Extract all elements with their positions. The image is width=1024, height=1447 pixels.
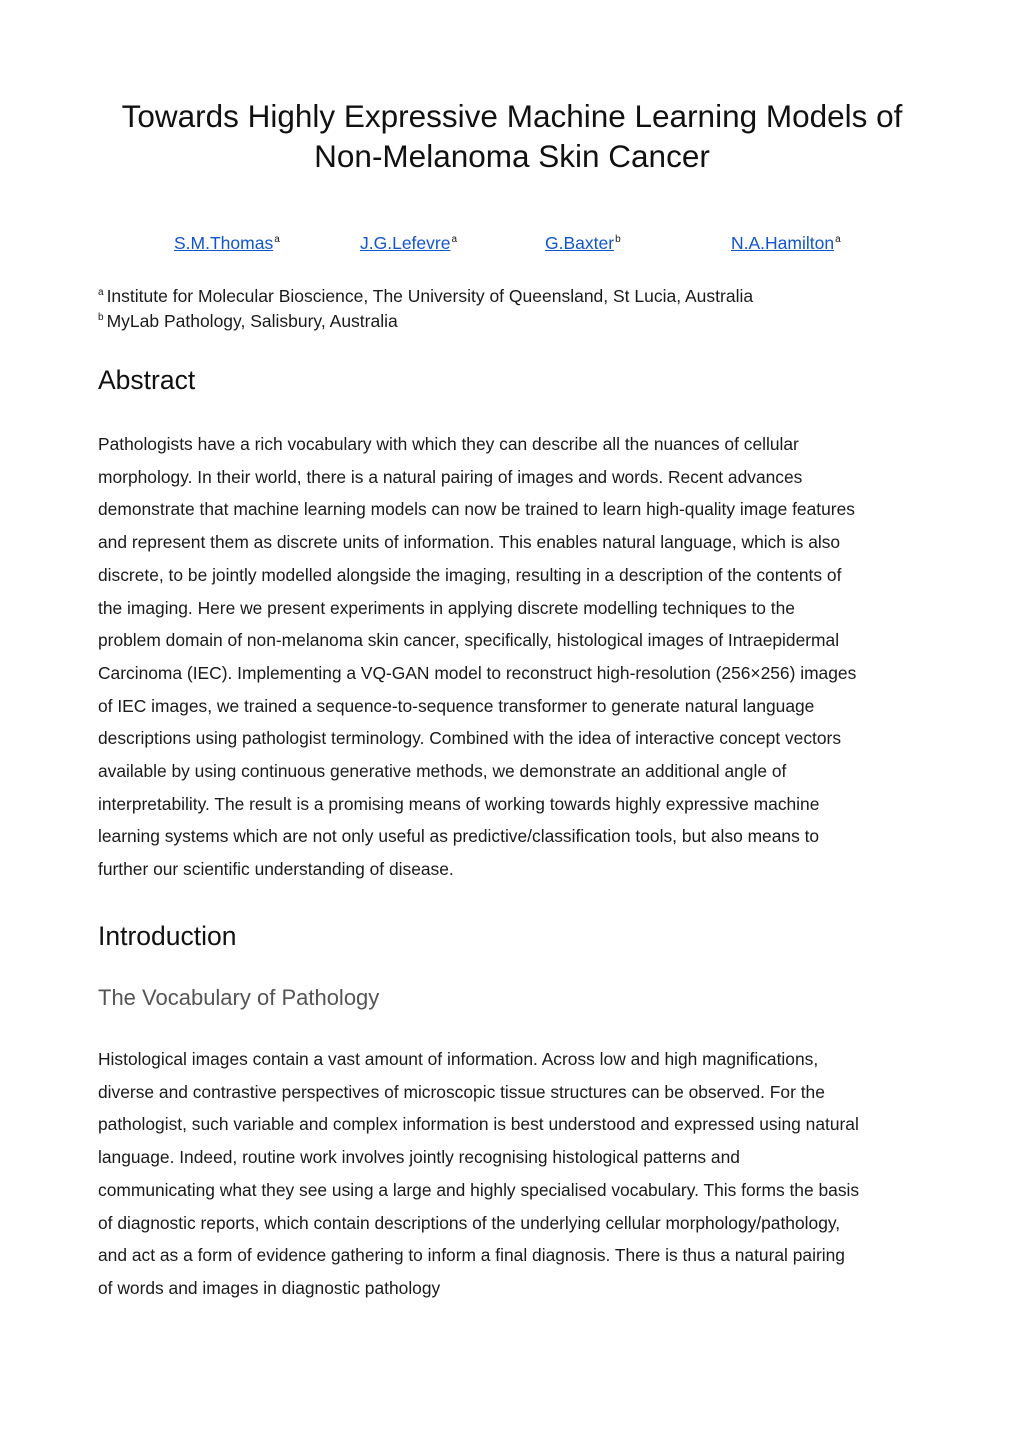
vocabulary-subheading: The Vocabulary of Pathology [98, 985, 380, 1010]
abstract-line: morphology. In their world, there is a natural pairing of images and words. Recent advances [98, 466, 803, 487]
paper-title-line-2: Non-Melanoma Skin Cancer [314, 138, 710, 174]
affiliation-mark: b [98, 312, 104, 324]
abstract-line: discrete, to be jointly modelled alongside the imaging, resulting in a description of the contents of [98, 564, 842, 585]
author-affil-mark: a [274, 234, 280, 246]
affiliation-text: Institute for Molecular Bioscience, The University of Queensland, St Lucia, Australia [106, 286, 754, 306]
author-lefevre [360, 233, 457, 254]
abstract-line: problem domain of non-melanoma skin cancer, specifically, histological images of Intraepidermal [98, 630, 840, 651]
introduction-line: and act as a form of evidence gathering to inform a final diagnosis. There is thus a natural pairing [98, 1245, 845, 1266]
author-hamilton [731, 233, 841, 254]
paper-title [0, 96, 1024, 176]
author-affil-mark: a [451, 234, 458, 246]
abstract-line: the imaging. Here we present experiments in applying discrete modelling techniques to the [98, 597, 795, 618]
author-thomas [174, 233, 280, 254]
introduction-line: of diagnostic reports, which contain descriptions of the underlying cellular morphology/pathology, [98, 1212, 841, 1233]
introduction-line: diverse and contrastive perspectives of microscopic tissue structures can be observed. For the [98, 1081, 825, 1102]
abstract-body [98, 428, 938, 886]
introduction-line: Histological images contain a vast amount of information. Across low and high magnifications, [98, 1049, 819, 1069]
abstract-line: further our scientific understanding of disease. [98, 859, 454, 880]
abstract-line: descriptions using pathologist terminology. Combined with the idea of interactive concept vectors [98, 728, 842, 749]
abstract-line: learning systems which are not only useful as predictive/classification tools, but also means to [98, 826, 820, 847]
paper-title-line-1: Towards Highly Expressive Machine Learning Models of [121, 98, 903, 134]
introduction-line: of words and images in diagnostic pathology [98, 1277, 441, 1298]
affiliation-text: MyLab Pathology, Salisbury, Australia [106, 311, 398, 331]
author-link-hamilton[interactable]: N.A.Hamilton [731, 233, 835, 253]
author-link-baxter[interactable]: G.Baxter [545, 233, 615, 253]
affiliation-a [98, 284, 753, 309]
abstract-line: and represent them as discrete units of information. This enables natural language, which is also [98, 532, 841, 553]
abstract-line: Pathologists have a rich vocabulary with which they can describe all the nuances of cellular [98, 434, 799, 454]
abstract-line: demonstrate that machine learning models can now be trained to learn high-quality image features [98, 499, 855, 520]
author-baxter [545, 233, 621, 254]
affiliation-mark: a [98, 287, 104, 299]
author-affil-mark: a [835, 234, 841, 246]
introduction-line: pathologist, such variable and complex information is best understood and expressed using natural [98, 1114, 859, 1135]
abstract-line: interpretability. The result is a promising means of working towards highly expressive machine [98, 793, 820, 814]
author-list [0, 233, 1024, 259]
introduction-heading: Introduction [98, 921, 237, 951]
affiliation-list [98, 284, 753, 334]
abstract-line: Carcinoma (IEC). Implementing a VQ-GAN model to reconstruct high-resolution (256×256) images [98, 662, 857, 683]
affiliation-b [98, 309, 753, 334]
author-link-thomas[interactable]: S.M.Thomas [174, 233, 274, 253]
introduction-line: communicating what they see using a large and highly specialised vocabulary. This forms the basis [98, 1179, 860, 1200]
abstract-heading: Abstract [98, 365, 196, 395]
abstract-line: of IEC images, we trained a sequence-to-sequence transformer to generate natural language [98, 695, 815, 716]
abstract-line: available by using continuous generative methods, we demonstrate an additional angle of [98, 761, 787, 782]
introduction-line: language. Indeed, routine work involves jointly recognising histological patterns and [98, 1147, 740, 1168]
author-link-lefevre[interactable]: J.G.Lefevre [360, 233, 451, 253]
author-affil-mark: b [615, 234, 621, 246]
introduction-body [98, 1043, 938, 1305]
